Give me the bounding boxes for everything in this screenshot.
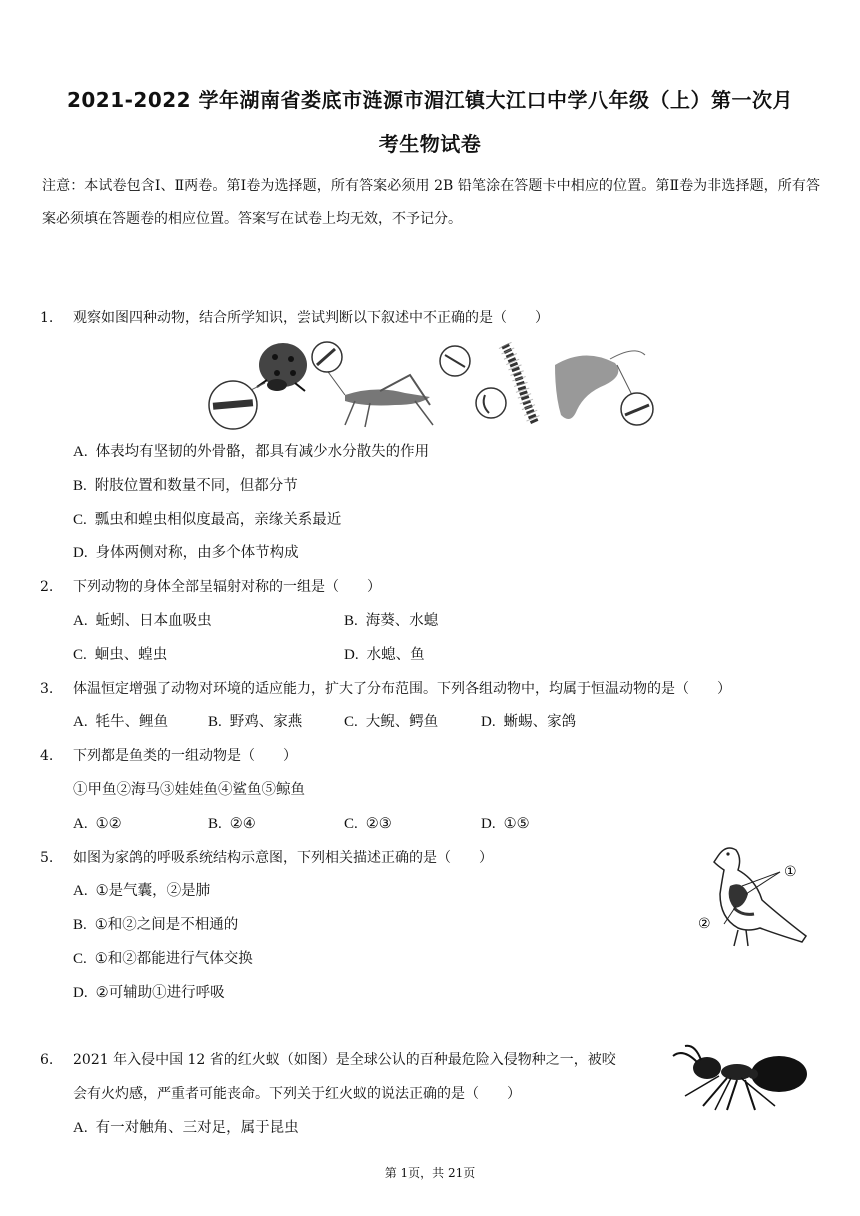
exam-notice: 注意：本试卷包含Ⅰ、Ⅱ两卷。第Ⅰ卷为选择题，所有答案必须用 2B 铅笔涂在答题卡中相应的位置。第Ⅱ卷为非选择题，所有答案必须填在答题卷的相应位置。答案写在试卷上均无效，不予记分。	[42, 178, 820, 227]
q4-option-a[interactable]	[73, 814, 122, 834]
ant-thorax-icon	[721, 1064, 753, 1080]
option-letter: D.	[344, 647, 359, 663]
q5-option-a[interactable]	[73, 881, 210, 901]
option-text: 瓢虫和蝗虫相似度最高，亲缘关系最近	[94, 512, 342, 528]
question-number: 1.	[40, 310, 54, 326]
option-letter: A.	[73, 444, 88, 460]
option-letter: A.	[73, 1120, 88, 1136]
option-letter: A.	[73, 714, 88, 730]
q2-option-c[interactable]	[73, 645, 167, 665]
label-2: ②	[698, 916, 711, 932]
q3-option-b[interactable]	[208, 712, 302, 732]
option-text: ①⑤	[503, 816, 530, 832]
option-text: 牦牛、鲤鱼	[95, 714, 169, 730]
option-text: ①是气囊，②是肺	[95, 883, 211, 899]
fire-ant-figure	[655, 1040, 820, 1115]
four-animals-figure	[205, 335, 665, 435]
q4-option-b[interactable]	[208, 814, 256, 834]
q1-option-b[interactable]	[73, 476, 298, 496]
centipede-image	[505, 345, 535, 423]
question-number: 3.	[40, 681, 54, 697]
question-stem-line1: 2021 年入侵中国 12 省的红火蚁（如图）是全球公认的百种最危险入侵物种之一，被咬	[73, 1052, 616, 1068]
q2-option-b[interactable]	[344, 611, 438, 631]
q3-option-c[interactable]	[344, 712, 438, 732]
question-number: 5.	[40, 850, 54, 866]
question-stem-line2: 会有火灼感，严重者可能丧命。下列关于红火蚁的说法正确的是（ ）	[73, 1086, 521, 1102]
shrimp-leg-magnified-icon	[621, 393, 653, 425]
q2-option-a[interactable]	[73, 611, 212, 631]
option-text: 有一对触角、三对足，属于昆虫	[95, 1120, 299, 1136]
option-letter: B.	[208, 816, 222, 832]
option-text: 蜥蜴、家鸽	[503, 714, 577, 730]
option-text: ①②	[95, 816, 122, 832]
question-stem: 如图为家鸽的呼吸系统结构示意图，下列相关描述正确的是（ ）	[73, 850, 493, 866]
q4-item-list: ①甲鱼②海马③娃娃鱼④鲨鱼⑤鲸鱼	[73, 782, 305, 798]
ant-abdomen-icon	[751, 1056, 807, 1092]
option-text: 野鸡、家燕	[229, 714, 303, 730]
option-letter: D.	[73, 985, 88, 1001]
q3-option-d[interactable]	[481, 712, 576, 732]
q5-option-c[interactable]	[73, 949, 253, 969]
centipede-leg-magnified-icon	[476, 388, 506, 418]
question-stem: 下列都是鱼类的一组动物是（ ）	[73, 748, 297, 764]
q6-option-a[interactable]	[73, 1118, 299, 1138]
q1-option-a[interactable]	[73, 442, 429, 462]
option-letter: A.	[73, 883, 88, 899]
option-letter: B.	[344, 613, 358, 629]
option-text: ②可辅助①进行呼吸	[95, 985, 225, 1001]
option-letter: D.	[73, 545, 88, 561]
option-text: 附肢位置和数量不同，但都分节	[94, 478, 298, 494]
question-stem: 下列动物的身体全部呈辐射对称的一组是（ ）	[73, 579, 381, 595]
option-letter: C.	[344, 714, 358, 730]
option-text: 体表均有坚韧的外骨骼，都具有减少水分散失的作用	[95, 444, 430, 460]
option-letter: C.	[73, 951, 87, 967]
option-text: ②③	[365, 816, 392, 832]
question-number: 4.	[40, 748, 54, 764]
q4-option-d[interactable]	[481, 814, 530, 834]
page-footer: 第 1页，共 21页	[384, 1166, 476, 1180]
ant-head-icon	[693, 1057, 721, 1079]
question-number: 2.	[40, 579, 54, 595]
option-text: 大鲵、鳄鱼	[365, 714, 439, 730]
q4-option-c[interactable]	[344, 814, 392, 834]
question-stem: 观察如图四种动物，结合所学知识，尝试判断以下叙述中不正确的是（ ）	[73, 310, 549, 326]
question-stem: 体温恒定增强了动物对环境的适应能力，扩大了分布范围。下列各组动物中，均属于恒温动物的是（ ）	[73, 681, 731, 697]
option-letter: B.	[73, 917, 87, 933]
page-title-line2: 考生物试卷	[378, 132, 482, 156]
centipede-antenna-magnified-icon	[440, 346, 470, 376]
option-text: 海葵、水螅	[365, 613, 439, 629]
option-letter: C.	[344, 816, 358, 832]
pigeon-respiratory-figure	[690, 836, 815, 956]
option-letter: D.	[481, 816, 496, 832]
q5-option-b[interactable]	[73, 915, 238, 935]
option-letter: B.	[208, 714, 222, 730]
option-text: 蚯蚓、日本血吸虫	[95, 613, 212, 629]
grasshopper-antenna-magnified-icon	[312, 342, 342, 372]
option-letter: C.	[73, 512, 87, 528]
grasshopper-image	[323, 365, 433, 427]
q1-option-d[interactable]	[73, 543, 299, 563]
option-text: ①和②都能进行气体交换	[94, 951, 253, 967]
q3-option-a[interactable]	[73, 712, 168, 732]
q1-option-c[interactable]	[73, 510, 341, 530]
question-number: 6.	[40, 1052, 54, 1068]
ladybug-leg-magnified-icon	[209, 381, 257, 429]
q2-option-d[interactable]	[344, 645, 425, 665]
q5-option-d[interactable]	[73, 983, 225, 1003]
ladybug-image	[245, 343, 307, 393]
question-6-line2	[73, 1084, 521, 1104]
option-text: 水螅、鱼	[366, 647, 425, 663]
page-title-line1: 2021-2022 学年湖南省娄底市涟源市湄江镇大江口中学八年级（上）第一次月	[66, 88, 794, 112]
option-letter: D.	[481, 714, 496, 730]
option-text: ②④	[229, 816, 256, 832]
option-letter: C.	[73, 647, 87, 663]
option-letter: A.	[73, 613, 88, 629]
label-1: ①	[784, 864, 797, 880]
option-text: 蛔虫、蝗虫	[94, 647, 168, 663]
option-text: ①和②之间是不相通的	[94, 917, 239, 933]
option-letter: B.	[73, 478, 87, 494]
pigeon-outline-icon	[714, 848, 806, 942]
option-text: 身体两侧对称，由多个体节构成	[95, 545, 299, 561]
option-letter: A.	[73, 816, 88, 832]
